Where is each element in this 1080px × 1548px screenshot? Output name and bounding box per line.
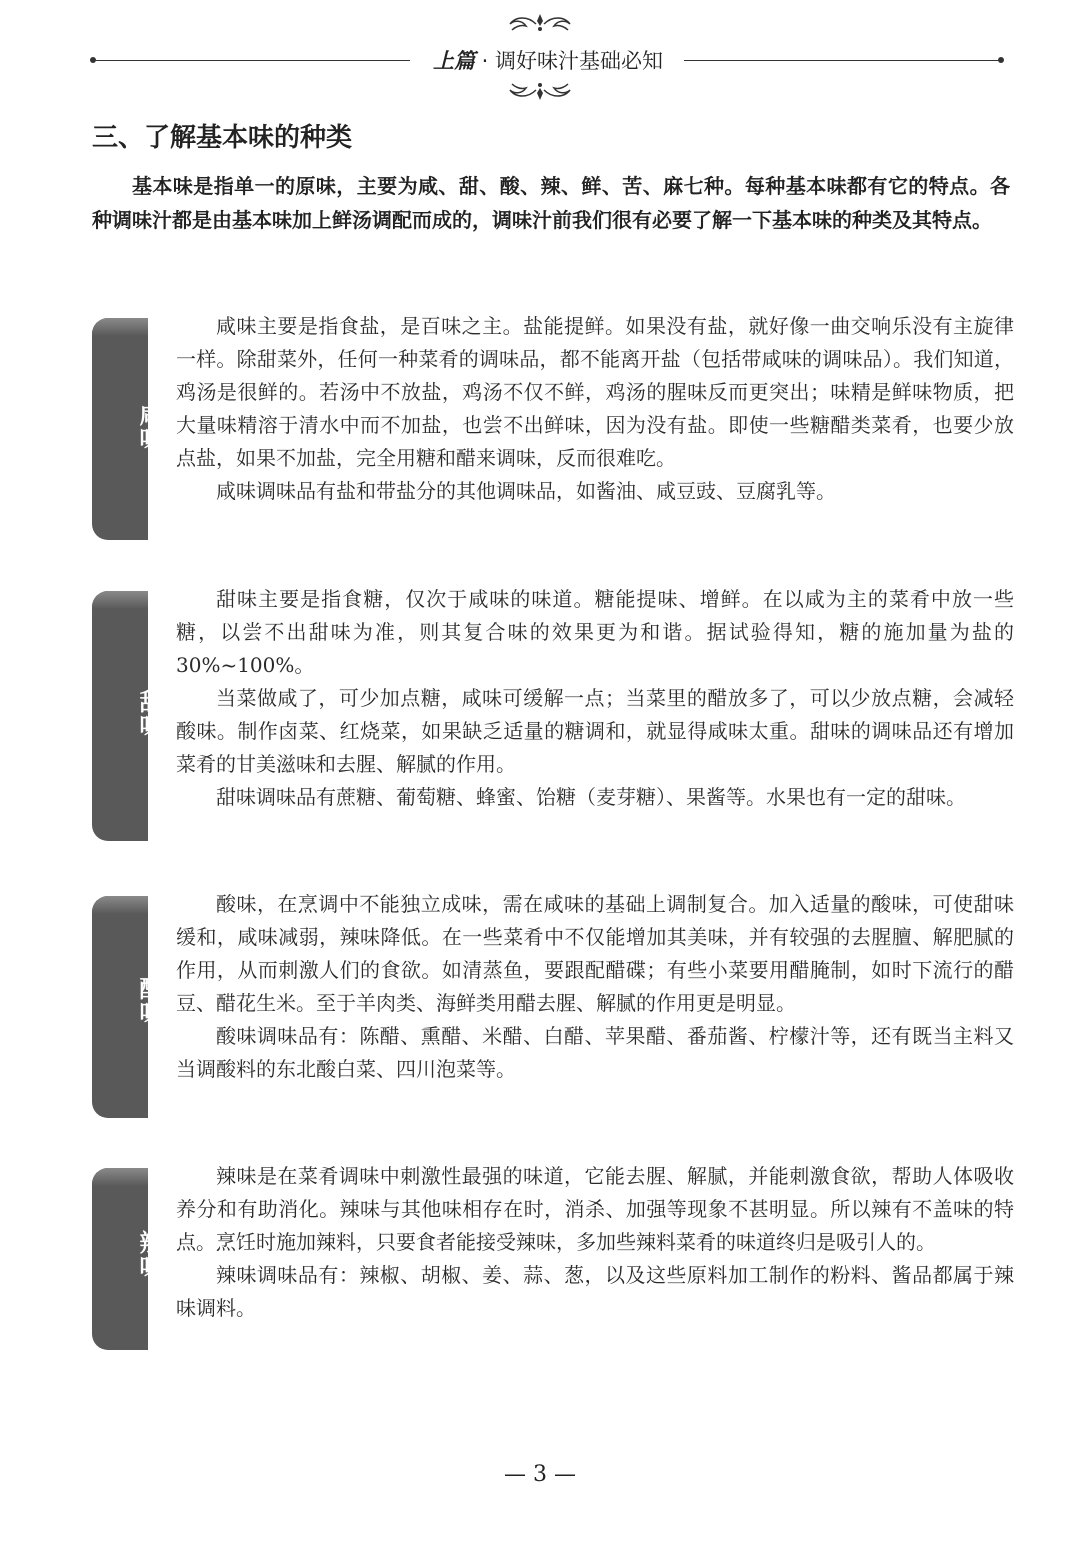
section-title: 三、了解基本味的种类 <box>92 123 353 153</box>
paragraph: 当菜做咸了，可少加点糖，咸味可缓解一点；当菜里的醋放多了，可以少放点糖，会减轻酸味。制作卤菜、红烧菜，如果缺乏适量的糖调和，就显得咸味太重。甜味的调味品还有增加菜肴的甘美滋味和去腥、解腻的作用。 <box>176 686 1014 776</box>
paragraph: 咸味主要是指食盐，是百味之主。盐能提鲜。如果没有盐，就好像一曲交响乐没有主旋律一样。除甜菜外，任何一种菜肴的调味品，都不能离开盐（包括带咸味的调味品）。我们知道，鸡汤是很鲜的。若汤中不放盐，鸡汤不仅不鲜，鸡汤的腥味反而更突出；味精是鲜味物质，把大量味精溶于清水中而不加盐，也尝不出鲜味，因为没有盐。即使一些糖醋类菜肴，也要少放点盐，如果不加盐，完全用糖和醋来调味，反而很难吃。 <box>176 314 1014 470</box>
header-dot-left <box>90 57 96 63</box>
flavor-text-spicy <box>176 1160 1014 1325</box>
page-number: — 3 — <box>504 1462 576 1487</box>
flavor-tab-label: 辣味 <box>135 1230 163 1278</box>
flavor-text-sweet <box>176 583 1014 814</box>
header-title <box>414 46 682 76</box>
header-dot-right <box>998 57 1004 63</box>
ornament-top-icon <box>500 12 580 34</box>
paragraph: 甜味主要是指食糖，仅次于咸味的味道。糖能提味、增鲜。在以咸为主的菜肴中放一些糖，以尝不出甜味为准，则其复合味的效果更为和谐。据试验得知，糖的施加量为盐的30%~100%。 <box>176 587 1014 677</box>
flavor-tab-salty <box>92 318 163 540</box>
ornament-bottom-icon <box>500 80 580 102</box>
section-intro: 基本味是指单一的原味，主要为咸、甜、酸、辣、鲜、苦、麻七种。每种基本味都有它的特点。各种调味汁都是由基本味加上鲜汤调配而成的，调味汁前我们很有必要了解一下基本味的种类及其特点。 <box>92 174 1010 232</box>
paragraph: 酸味，在烹调中不能独立成味，需在咸味的基础上调制复合。加入适量的酸味，可使甜味缓和，咸味减弱，辣味降低。在一些菜肴中不仅能增加其美味，并有较强的去腥膻、解肥腻的作用，从而刺激人们的食欲。如清蒸鱼，要跟配醋碟；有些小菜要用醋腌制，如时下流行的醋豆、醋花生米。至于羊肉类、海鲜类用醋去腥、解腻的作用更是明显。 <box>176 892 1014 1015</box>
header-separator: · <box>481 49 489 73</box>
header-rule-right <box>684 60 1000 61</box>
flavor-tab-label: 酸味 <box>135 976 163 1024</box>
header-part: 上篇 <box>432 49 475 73</box>
running-header <box>0 0 1080 110</box>
paragraph: 甜味调味品有蔗糖、葡萄糖、蜂蜜、饴糖（麦芽糖）、果酱等。水果也有一定的甜味。 <box>216 785 966 809</box>
header-chapter: 调好味汁基础必知 <box>495 49 664 73</box>
flavor-tab-sweet <box>92 591 163 841</box>
flavor-text-salty <box>176 310 1014 508</box>
flavor-block-salty <box>92 310 1018 540</box>
flavor-tab-label: 咸味 <box>135 402 163 450</box>
flavor-block-sour <box>92 888 1018 1118</box>
flavor-tab-spicy <box>92 1168 163 1350</box>
flavor-text-sour <box>176 888 1014 1086</box>
flavor-tab-label: 甜味 <box>135 689 163 737</box>
flavor-block-sweet <box>92 583 1018 845</box>
paragraph: 辣味是在菜肴调味中刺激性最强的味道，它能去腥、解腻，并能刺激食欲，帮助人体吸收养分和有助消化。辣味与其他味相存在时，消杀、加强等现象不甚明显。所以辣有不盖味的特点。烹饪时施加辣料，只要食者能接受辣味，多加些辣料菜肴的味道终归是吸引人的。 <box>176 1164 1014 1254</box>
paragraph: 咸味调味品有盐和带盐分的其他调味品，如酱油、咸豆豉、豆腐乳等。 <box>216 479 836 503</box>
paragraph: 酸味调味品有：陈醋、熏醋、米醋、白醋、苹果醋、番茄酱、柠檬汁等，还有既当主料又当调酸料的东北酸白菜、四川泡菜等。 <box>176 1024 1014 1081</box>
flavor-tab-sour <box>92 896 163 1118</box>
flavor-block-spicy <box>92 1160 1018 1360</box>
header-rule-left <box>92 60 410 61</box>
paragraph: 辣味调味品有：辣椒、胡椒、姜、蒜、葱，以及这些原料加工制作的粉料、酱品都属于辣味调料。 <box>176 1263 1014 1320</box>
